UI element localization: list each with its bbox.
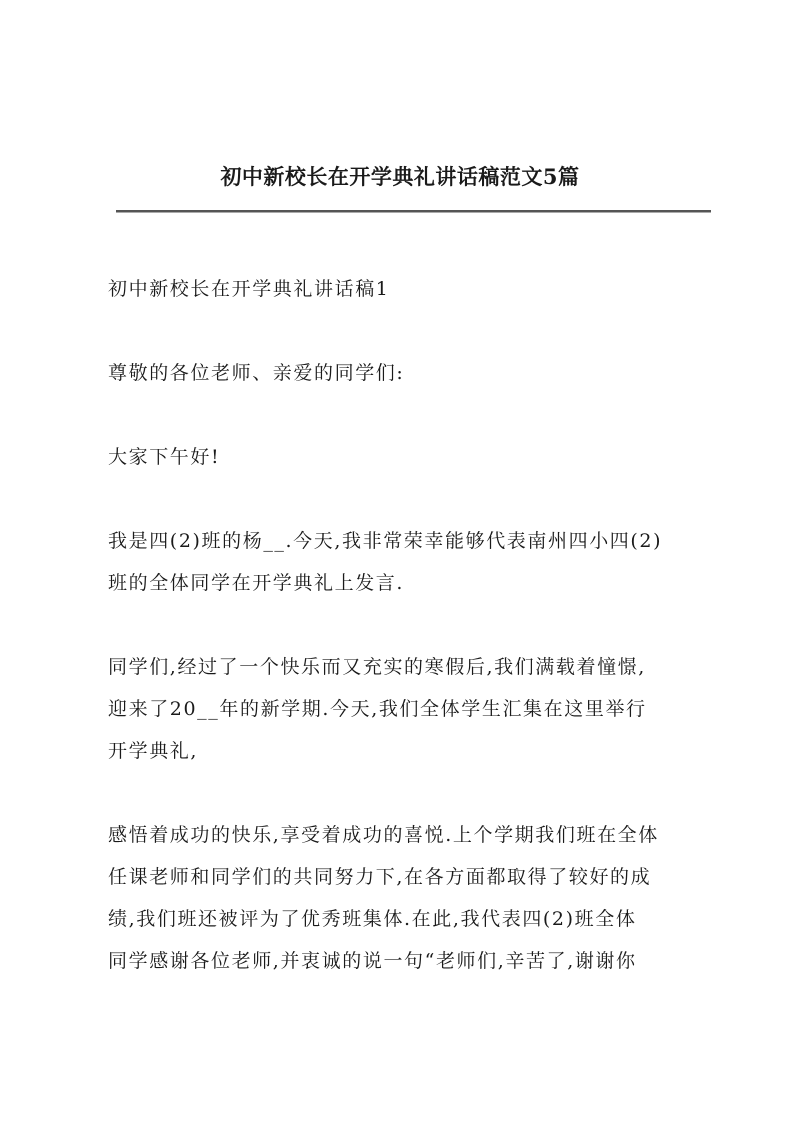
greeting-text: 大家下午好! — [108, 446, 221, 468]
salutation — [108, 352, 708, 394]
greeting — [108, 436, 708, 478]
paragraph-3 — [108, 814, 708, 982]
paragraph-line: 我是四(2)班的杨__.今天,我非常荣幸能够代表南州四小四(2) — [108, 530, 663, 552]
paragraph-2 — [108, 646, 708, 772]
paragraph-line: 绩,我们班还被评为了优秀班集体.在此,我代表四(2)班全体 — [108, 908, 637, 930]
paragraph-line: 班的全体同学在开学典礼上发言. — [108, 572, 405, 594]
document-title: 初中新校长在开学典礼讲话稿范文5篇 — [220, 164, 580, 189]
paragraph-line: 同学们,经过了一个快乐而又充实的寒假后,我们满载着憧憬, — [108, 656, 646, 678]
paragraph-line: 迎来了20__年的新学期.今天,我们全体学生汇集在这里举行 — [108, 698, 647, 720]
title-divider — [116, 210, 711, 213]
section-heading — [108, 268, 708, 310]
section-heading-text: 初中新校长在开学典礼讲话稿1 — [108, 278, 390, 300]
paragraph-line: 开学典礼, — [108, 740, 199, 762]
paragraph-line: 同学感谢各位老师,并衷诚的说一句“老师们,辛苦了,谢谢你 — [108, 950, 637, 972]
paragraph-line: 感悟着成功的快乐,享受着成功的喜悦.上个学期我们班在全体 — [108, 824, 659, 846]
salutation-text: 尊敬的各位老师、亲爱的同学们: — [108, 362, 405, 384]
paragraph-1 — [108, 520, 708, 604]
paragraph-line: 任课老师和同学们的共同努力下,在各方面都取得了较好的成 — [108, 866, 652, 888]
